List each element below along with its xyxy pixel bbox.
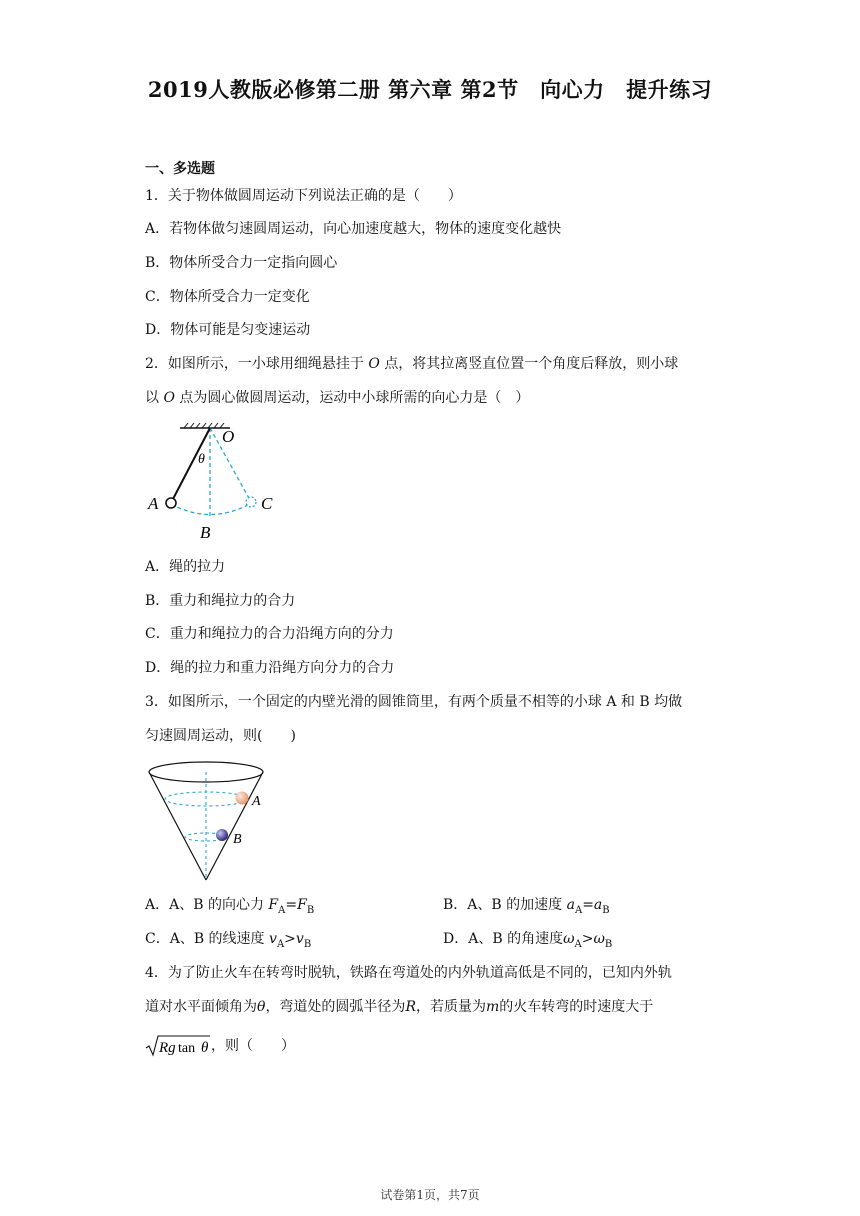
q2-stem-line1: 2．如图所示，一小球用细绳悬挂于 O 点，将其拉离竖直位置一个角度后释放，则小球 <box>145 356 679 372</box>
q1-option-a: A．若物体做匀速圆周运动，向心加速度越大，物体的速度变化越快 <box>145 221 562 237</box>
ball-a <box>236 792 249 805</box>
q3-option-c: C．A、B 的线速度 $v_A>v_B$ <box>145 931 312 950</box>
q2-option-d: D．绳的拉力和重力沿绳方向分力的合力 <box>145 660 395 676</box>
q3-option-d: D．A、B 的角速度$\omega_A>\omega_B$ <box>443 931 613 950</box>
label-b: B <box>200 523 211 542</box>
cone-right-side <box>206 772 263 880</box>
q1-option-b: B．物体所受合力一定指向圆心 <box>145 255 338 271</box>
q1-stem: 1．关于物体做圆周运动下列说法正确的是（ ） <box>145 188 462 204</box>
q4-stem-line1: 4．为了防止火车在转弯时脱轨，铁路在弯道处的内外轨道高低是不同的，已知内外轨 <box>145 965 672 981</box>
q3-option-b: B．A、B 的加速度 $a_A=a_B$ <box>443 897 610 916</box>
pendulum-figure <box>140 420 290 545</box>
q3-option-a: A．A、B 的向心力 $F_A=F_B$ <box>145 897 315 916</box>
cone-figure <box>144 755 274 885</box>
label-c: C <box>261 494 273 513</box>
page-footer: 试卷第1页，共7页 <box>380 1188 480 1202</box>
q2-option-b: B．重力和绳拉力的合力 <box>145 593 296 609</box>
label-b: B <box>233 832 242 847</box>
q2-option-a: A．绳的拉力 <box>145 559 226 575</box>
svg-text:tan: tan <box>178 1041 196 1056</box>
ball-c <box>246 497 256 507</box>
q3-stem-line2: 匀速圆周运动，则( ) <box>145 728 296 744</box>
section-heading: 一、多选题 <box>145 161 215 177</box>
svg-text:Rg: Rg <box>159 1040 176 1056</box>
sqrt-radical-icon <box>145 1034 211 1058</box>
sqrt-formula <box>145 1034 211 1058</box>
q4-stem-line3: Rg tan θ ，则（ ） <box>145 1034 295 1058</box>
q2-stem-line2: 以 O 点为圆心做圆周运动，运动中小球所需的向心力是（ ） <box>145 390 530 406</box>
cone-left-side <box>149 772 206 880</box>
q1-option-d: D．物体可能是匀变速运动 <box>145 322 311 338</box>
label-a: A <box>148 494 159 513</box>
page-title: 2019人教版必修第二册 第六章 第2节 向心力 提升练习 <box>147 77 713 102</box>
q2-option-c: C．重力和绳拉力的合力沿绳方向的分力 <box>145 626 394 642</box>
label-theta: θ <box>198 452 205 467</box>
q4-stem-line2: 道对水平面倾角为θ，弯道处的圆弧半径为R，若质量为m的火车转弯的时速度大于 <box>145 999 654 1015</box>
q3-stem-line1: 3．如图所示，一个固定的内壁光滑的圆锥筒里，有两个质量不相等的小球 A 和 B 均做 <box>145 694 683 710</box>
ball-b <box>216 829 228 841</box>
q1-option-c: C．物体所受合力一定变化 <box>145 289 310 305</box>
label-a: A <box>252 794 261 809</box>
label-o: O <box>222 427 235 446</box>
ball-a <box>166 498 176 508</box>
svg-text:θ: θ <box>201 1040 209 1056</box>
